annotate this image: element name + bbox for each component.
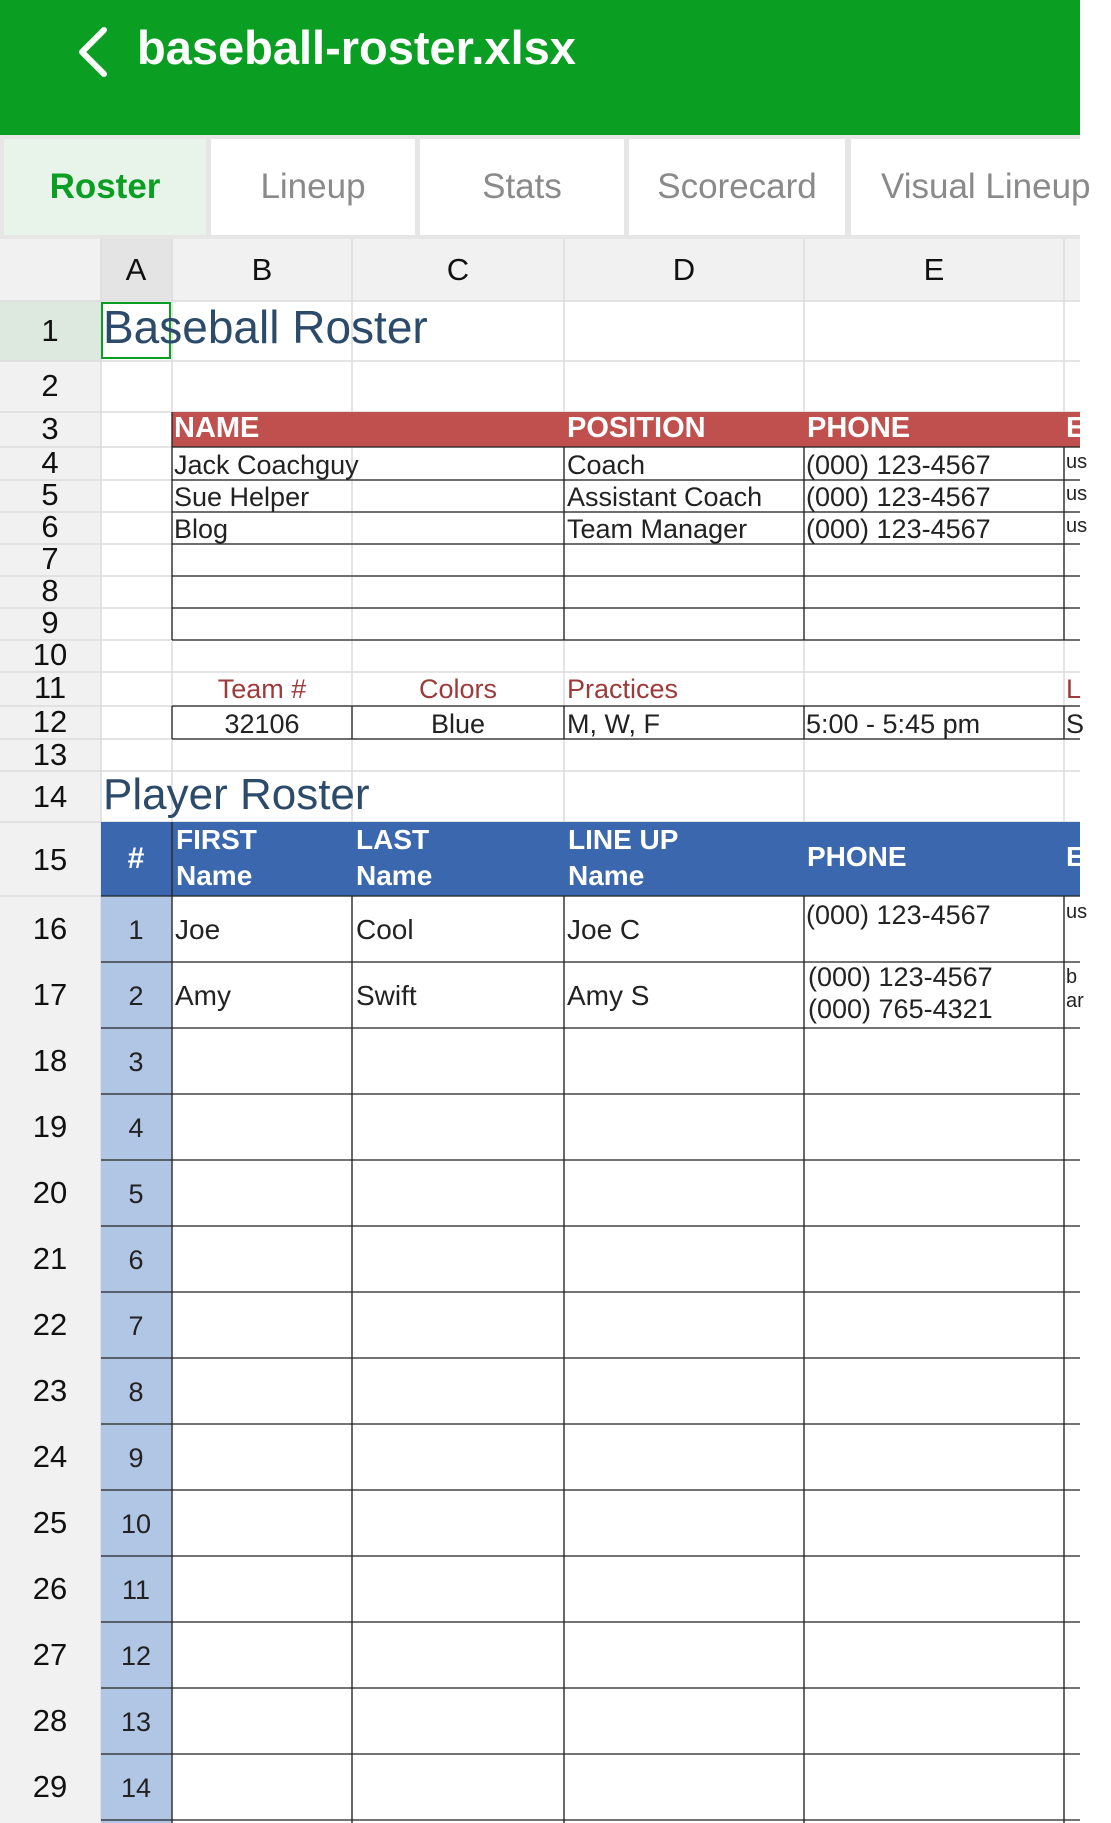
player-extra-2[interactable]: b <box>1066 966 1078 988</box>
staff-header-name[interactable]: NAME <box>174 412 260 444</box>
player-num-11[interactable]: 11 <box>121 1575 151 1605</box>
column-header-d[interactable]: D <box>672 252 696 287</box>
row-header-12[interactable]: 12 <box>32 704 68 739</box>
staff-phone-3[interactable]: (000) 123-4567 <box>806 514 991 544</box>
row-header-10[interactable]: 10 <box>32 637 68 672</box>
row-header-13[interactable]: 13 <box>32 737 68 772</box>
player-phone-2[interactable]: (000) 123-4567 <box>808 962 993 992</box>
player-extra-1[interactable]: us <box>1066 901 1088 923</box>
row-header-20[interactable]: 20 <box>32 1175 68 1210</box>
column-header-e[interactable]: E <box>923 252 945 287</box>
player-num-4[interactable]: 4 <box>128 1113 144 1143</box>
player-header-last-sub[interactable]: Name <box>356 860 433 891</box>
row-header-15[interactable]: 15 <box>32 842 68 877</box>
row-header-14[interactable]: 14 <box>32 779 68 814</box>
row-header-24[interactable]: 24 <box>32 1439 68 1474</box>
row-header-23[interactable]: 23 <box>32 1373 68 1408</box>
extra-value[interactable]: S <box>1066 709 1085 739</box>
player-roster-title[interactable]: Player Roster <box>103 770 370 819</box>
player-num-12[interactable]: 12 <box>120 1641 152 1671</box>
player-header-lineup-sub[interactable]: Name <box>568 860 645 891</box>
player-num-5[interactable]: 5 <box>128 1179 144 1209</box>
row-header-17[interactable]: 17 <box>32 977 68 1012</box>
file-title: baseball-roster.xlsx <box>137 21 576 74</box>
team-number-label[interactable]: Team # <box>217 674 307 704</box>
player-header-last[interactable]: LAST <box>356 824 430 855</box>
player-header-phone[interactable]: PHONE <box>807 841 907 872</box>
tab-visual-lineup[interactable]: Visual Lineup <box>851 139 1111 235</box>
spreadsheet-grid[interactable] <box>0 239 1088 1823</box>
row-header-19[interactable]: 19 <box>32 1109 68 1144</box>
staff-position-1[interactable]: Coach <box>567 450 646 480</box>
player-num-10[interactable]: 10 <box>120 1509 152 1539</box>
staff-position-3[interactable]: Team Manager <box>567 514 748 544</box>
staff-email-1[interactable]: us <box>1066 451 1088 473</box>
colors-value[interactable]: Blue <box>430 709 486 739</box>
player-first-1[interactable]: Joe <box>175 914 221 945</box>
practice-days-value[interactable]: M, W, F <box>567 709 660 739</box>
row-header-25[interactable]: 25 <box>32 1505 68 1540</box>
row-header-18[interactable]: 18 <box>32 1043 68 1078</box>
colors-label[interactable]: Colors <box>418 674 498 704</box>
staff-email-2[interactable]: us <box>1066 483 1088 505</box>
tab-scorecard[interactable]: Scorecard <box>629 139 845 235</box>
row-header-1[interactable]: 1 <box>41 313 59 348</box>
tab-roster[interactable]: Roster <box>4 139 206 235</box>
player-first-2[interactable]: Amy <box>175 980 231 1011</box>
staff-name-1[interactable]: Jack Coachguy <box>174 450 359 480</box>
player-header-first[interactable]: FIRST <box>176 824 257 855</box>
player-num-2[interactable]: 2 <box>128 981 144 1011</box>
staff-position-2[interactable]: Assistant Coach <box>567 482 763 512</box>
player-lineup-2[interactable]: Amy S <box>567 980 650 1011</box>
row-header-11[interactable]: 11 <box>33 670 67 705</box>
player-last-2[interactable]: Swift <box>356 980 417 1011</box>
staff-phone-2[interactable]: (000) 123-4567 <box>806 482 991 512</box>
row-header-26[interactable]: 26 <box>32 1571 68 1606</box>
row-header-21[interactable]: 21 <box>32 1241 68 1276</box>
player-header-first-sub[interactable]: Name <box>176 860 253 891</box>
row-header-9[interactable]: 9 <box>41 605 59 640</box>
staff-header-email[interactable]: E <box>1066 412 1086 444</box>
player-num-7[interactable]: 7 <box>128 1311 144 1341</box>
row-header-7[interactable]: 7 <box>41 541 59 576</box>
row-header-5[interactable]: 5 <box>41 477 59 512</box>
row-header-16[interactable]: 16 <box>32 911 68 946</box>
team-number-value[interactable]: 32106 <box>224 709 300 739</box>
tab-stats[interactable]: Stats <box>420 139 624 235</box>
player-num-6[interactable]: 6 <box>128 1245 144 1275</box>
staff-name-2[interactable]: Sue Helper <box>174 482 310 512</box>
player-num-1[interactable]: 1 <box>128 915 144 945</box>
tab-lineup[interactable]: Lineup <box>211 139 415 235</box>
chevron-left-icon[interactable] <box>70 24 118 80</box>
player-header-num[interactable]: # <box>127 842 145 875</box>
staff-header-position[interactable]: POSITION <box>567 412 706 444</box>
player-last-1[interactable]: Cool <box>356 914 414 945</box>
player-phone-1[interactable]: (000) 123-4567 <box>806 900 991 930</box>
column-header-c[interactable]: C <box>446 252 470 287</box>
app-bar <box>0 0 1080 135</box>
player-phone-2-alt[interactable]: (000) 765-4321 <box>808 994 993 1024</box>
practice-time-value[interactable]: 5:00 - 5:45 pm <box>806 709 981 739</box>
row-header-22[interactable]: 22 <box>32 1307 68 1342</box>
staff-email-3[interactable]: us <box>1066 515 1088 537</box>
player-num-14[interactable]: 14 <box>120 1773 152 1803</box>
column-header-a[interactable]: A <box>125 252 147 287</box>
sheet-tabs <box>0 135 1091 239</box>
player-header-extra[interactable]: E <box>1066 841 1085 872</box>
staff-name-3[interactable]: Blog <box>174 514 229 544</box>
player-lineup-1[interactable]: Joe C <box>567 914 641 945</box>
row-header-28[interactable]: 28 <box>32 1703 68 1738</box>
staff-phone-1[interactable]: (000) 123-4567 <box>806 450 991 480</box>
player-header-lineup[interactable]: LINE UP <box>568 824 679 855</box>
player-num-3[interactable]: 3 <box>128 1047 144 1077</box>
row-header-2[interactable]: 2 <box>41 368 59 403</box>
row-header-29[interactable]: 29 <box>32 1769 68 1804</box>
column-header-b[interactable]: B <box>251 252 273 287</box>
practices-label[interactable]: Practices <box>567 674 679 704</box>
staff-header-phone[interactable]: PHONE <box>807 412 911 444</box>
player-num-8[interactable]: 8 <box>128 1377 144 1407</box>
row-header-3[interactable]: 3 <box>41 411 59 446</box>
player-num-13[interactable]: 13 <box>120 1707 152 1737</box>
player-num-9[interactable]: 9 <box>128 1443 144 1473</box>
row-header-6[interactable]: 6 <box>41 509 59 544</box>
extra-label[interactable]: L <box>1066 674 1082 704</box>
player-extra-2-alt[interactable]: ar <box>1066 990 1084 1012</box>
row-header-4[interactable]: 4 <box>41 445 59 480</box>
sheet-title[interactable]: Baseball Roster <box>103 301 428 353</box>
row-header-8[interactable]: 8 <box>41 573 59 608</box>
row-header-27[interactable]: 27 <box>32 1637 68 1672</box>
